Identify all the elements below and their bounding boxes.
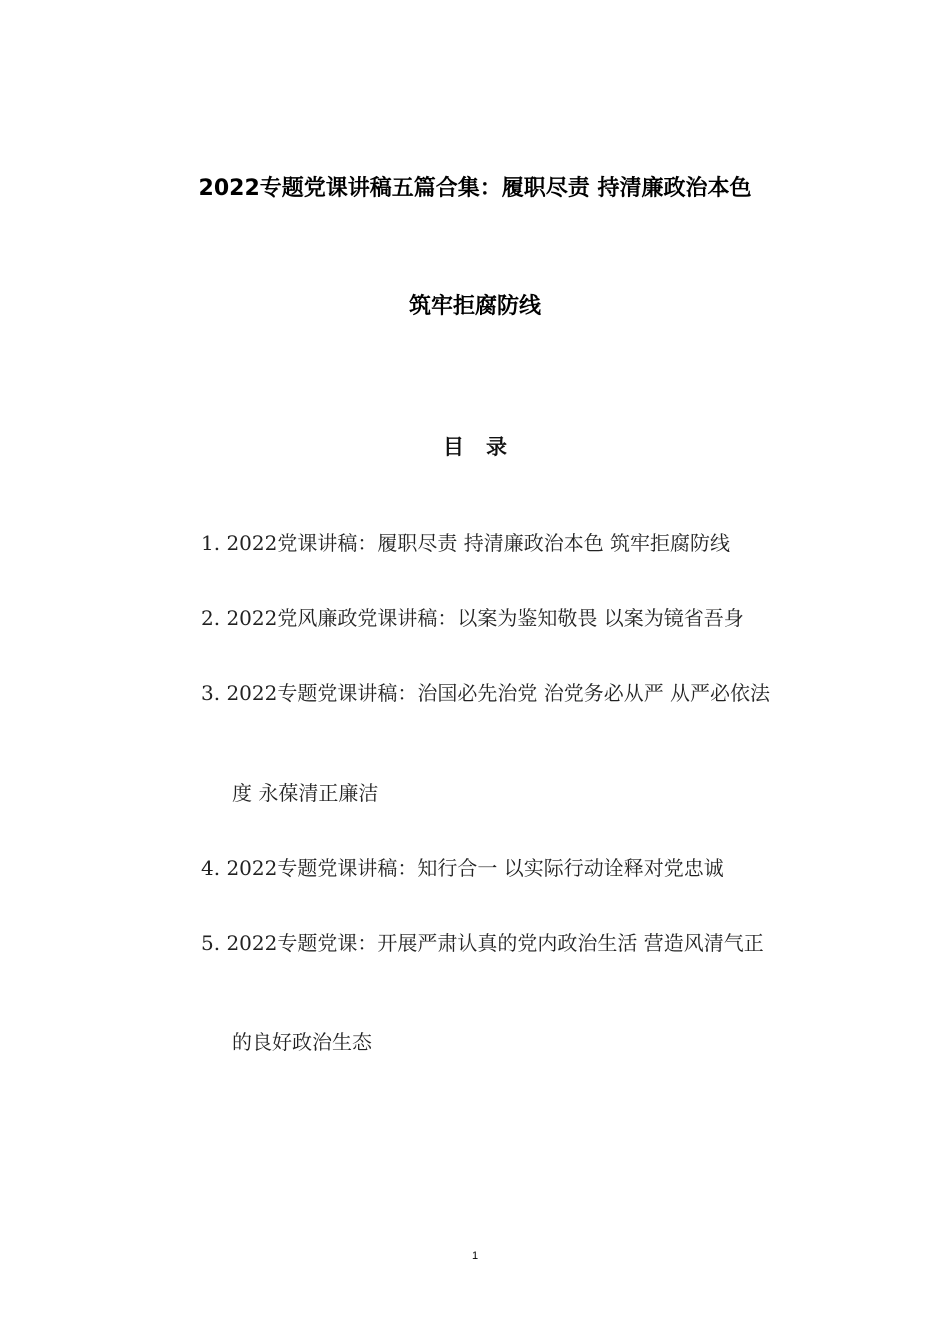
page-number: 1: [471, 1250, 479, 1262]
toc-item-3-continuation: 度 永葆清正廉洁: [232, 781, 379, 805]
toc-item-1: 1. 2022党课讲稿：履职尽责 持清廉政治本色 筑牢拒腐防线: [201, 531, 731, 555]
toc-item-5-continuation: 的良好政治生态: [232, 1030, 372, 1054]
toc-item-5: 5. 2022专题党课：开展严肃认真的党内政治生活 营造风清气正: [201, 931, 764, 955]
toc-item-4: 4. 2022专题党课讲稿：知行合一 以实际行动诠释对党忠诚: [201, 856, 724, 880]
toc-item-3: 3. 2022专题党课讲稿：治国必先治党 治党务必从严 从严必依法: [201, 681, 771, 705]
toc-heading: 目录: [443, 434, 529, 459]
document-title-line-1: 2022专题党课讲稿五篇合集：履职尽责 持清廉政治本色: [198, 176, 752, 201]
document-title-line-2: 筑牢拒腐防线: [408, 294, 541, 319]
toc-item-2: 2. 2022党风廉政党课讲稿：以案为鉴知敬畏 以案为镜省吾身: [201, 606, 744, 630]
